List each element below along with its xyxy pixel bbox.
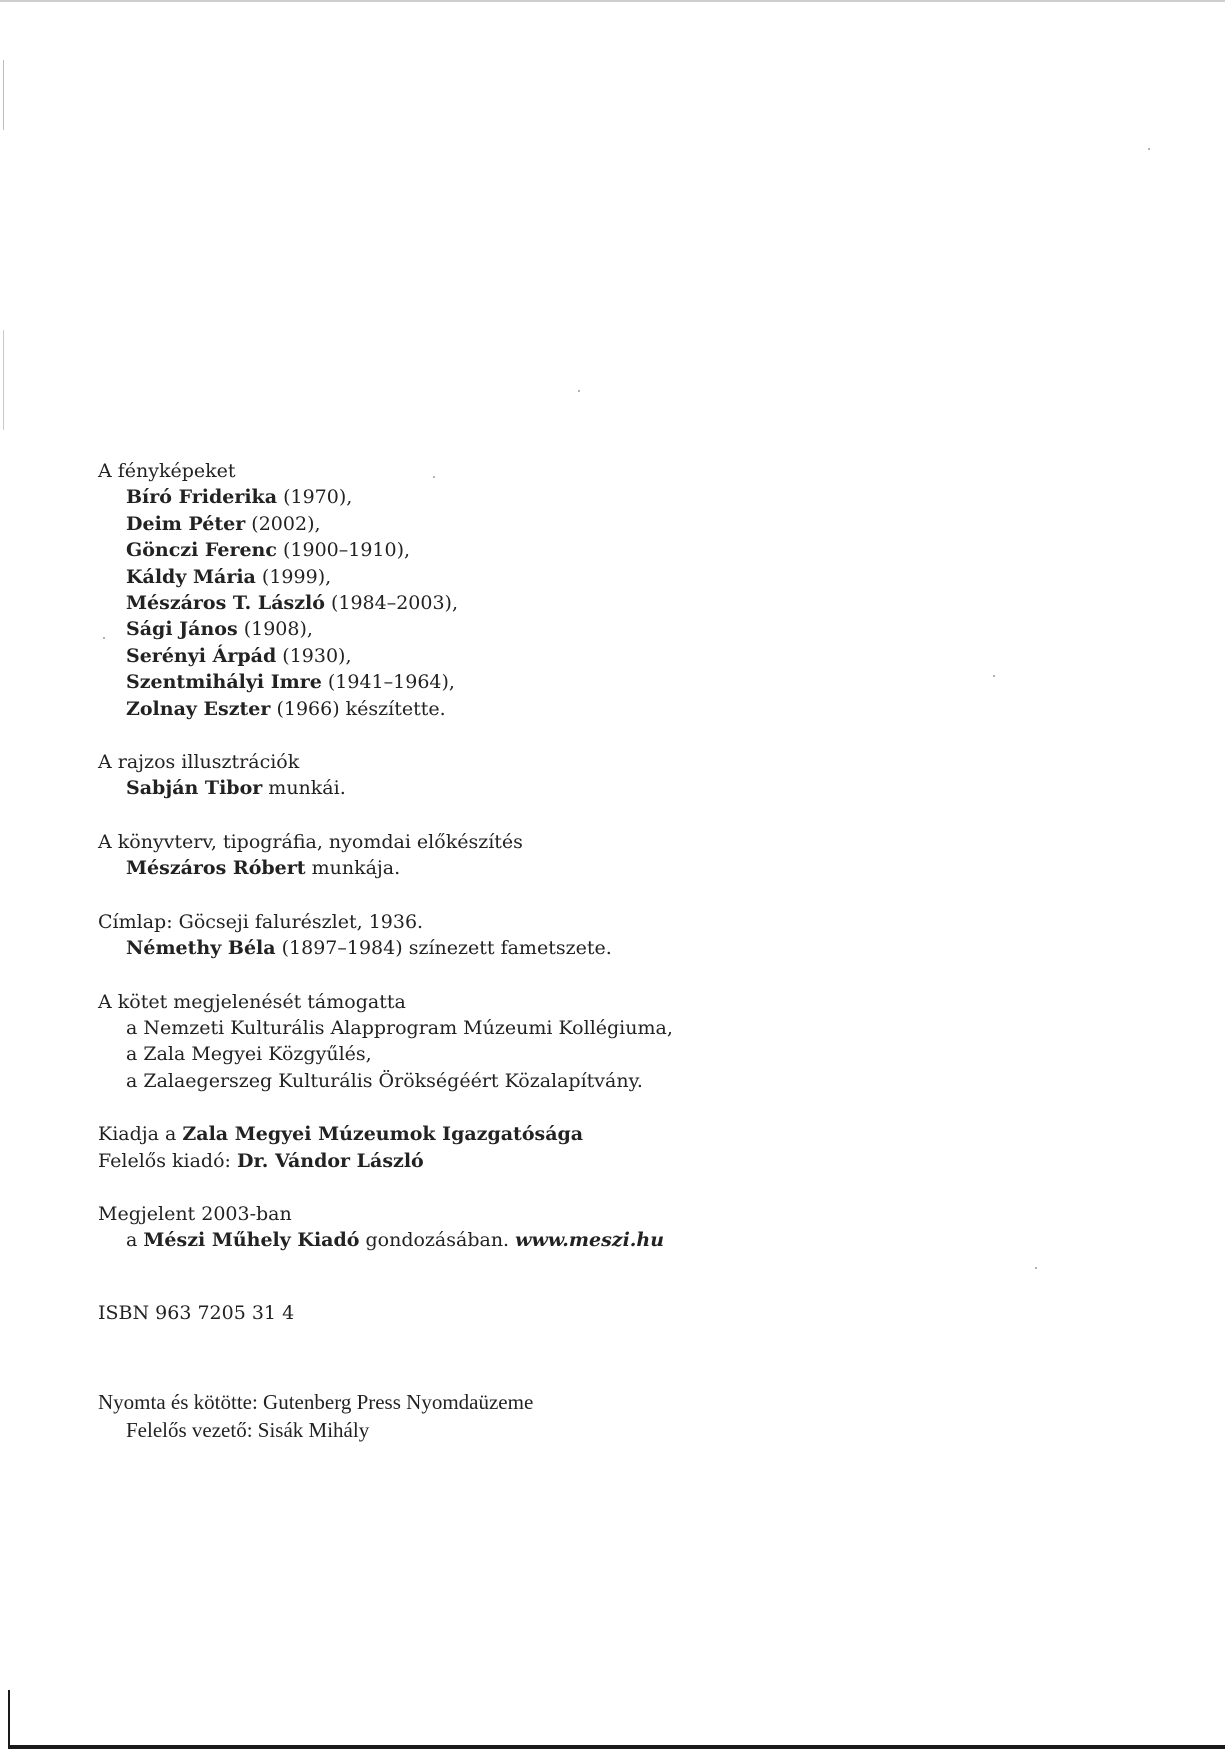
photographer-name: Zolnay Eszter <box>126 697 271 720</box>
photographer-years: (2002), <box>251 512 321 535</box>
colophon <box>98 458 1098 1444</box>
photographer-line <box>98 537 1098 563</box>
photo-credits <box>98 458 1098 722</box>
illustration-credits <box>98 749 1098 802</box>
publishing-house-name: Mészi Műhely Kiadó <box>143 1229 360 1252</box>
supporter-line: a Nemzeti Kulturális Alapprogram Múzeumi Kollégiuma, <box>126 1016 673 1039</box>
supporter-line: a Zala Megyei Közgyűlés, <box>126 1043 372 1066</box>
support-intro: A kötet megjelenését támogatta <box>98 990 406 1013</box>
photographer-name: Szentmihályi Imre <box>126 671 322 694</box>
designer-suffix: munkája. <box>305 857 401 880</box>
photographer-years: (1984–2003), <box>330 592 459 615</box>
illustration-intro: A rajzos illusztrációk <box>98 751 300 774</box>
publishing-house-middle: gondozásában. <box>359 1229 516 1252</box>
illustrator-line <box>98 775 1098 801</box>
photographer-line <box>98 484 1098 510</box>
publisher-line <box>98 1121 1098 1147</box>
photographer-name: Gönczi Ferenc <box>126 539 277 562</box>
supporter-line: a Zalaegerszeg Kulturális Örökségéért Közalapítvány. <box>126 1069 643 1092</box>
illustrator-suffix: munkái. <box>262 777 346 800</box>
publication-info <box>98 1201 1098 1254</box>
design-credits <box>98 829 1098 882</box>
photographer-line <box>98 511 1098 537</box>
printer-manager-line: Felelős vezető: Sisák Mihály <box>126 1418 370 1443</box>
photographer-years: (1900–1910), <box>282 539 411 562</box>
cover-artist-line <box>98 935 1098 961</box>
printer-line: Nyomta és kötötte: Gutenberg Press Nyomdaüzeme <box>98 1390 534 1415</box>
publishing-house-line <box>98 1227 1098 1253</box>
photographer-line <box>98 643 1098 669</box>
scan-edge-left <box>3 60 4 130</box>
cover-artist-name: Némethy Béla <box>126 937 276 960</box>
photographer-years: (1970), <box>283 486 353 509</box>
photographer-years: (1908), <box>243 618 313 641</box>
publisher-prefix: Kiadja a <box>98 1123 183 1146</box>
publishing-house-prefix: a <box>126 1229 144 1252</box>
publisher-website: www.meszi.hu <box>515 1229 665 1252</box>
cover-artist-suffix: (1897–1984) színezett fametszete. <box>275 937 612 960</box>
cover-title: Címlap: Göcseji falurészlet, 1936. <box>98 910 424 933</box>
scan-edge-top <box>0 0 1225 2</box>
photographer-name: Mészáros T. László <box>126 592 325 615</box>
photo-credits-intro: A fényképeket <box>98 460 236 482</box>
scan-speck <box>1148 148 1150 150</box>
responsible-publisher-label: Felelős kiadó: <box>98 1149 237 1172</box>
photographer-years: (1999), <box>261 565 332 588</box>
publisher-name: Zala Megyei Múzeumok Igazgatósága <box>182 1123 584 1146</box>
photographer-name: Sági János <box>126 618 238 641</box>
printer-info <box>98 1388 1098 1444</box>
cover-credits <box>98 909 1098 962</box>
photographer-name: Deim Péter <box>126 512 246 535</box>
photographer-years: (1966) készítette. <box>276 697 446 720</box>
photographer-years: (1941–1964), <box>327 671 455 694</box>
photographer-name: Bíró Friderika <box>126 486 278 509</box>
designer-name: Mészáros Róbert <box>126 857 306 880</box>
photographer-line <box>98 590 1098 616</box>
photographer-name: Káldy Mária <box>126 565 256 588</box>
photographer-years: (1930), <box>282 644 352 667</box>
responsible-publisher-name: Dr. Vándor László <box>236 1149 424 1172</box>
scan-speck <box>578 390 580 392</box>
support-credits <box>98 989 1098 1095</box>
photographer-name: Serényi Árpád <box>126 644 277 667</box>
photographer-line <box>98 616 1098 642</box>
responsible-publisher-line <box>98 1148 1098 1174</box>
scan-edge-bottom <box>8 1745 1225 1749</box>
scan-edge-bottom-left <box>8 1690 10 1748</box>
photographer-line <box>98 696 1098 722</box>
scan-edge-left-lower <box>3 330 4 430</box>
isbn: ISBN 963 7205 31 4 <box>98 1301 295 1324</box>
illustrator-name: Sabján Tibor <box>126 777 263 800</box>
photographer-line <box>98 669 1098 695</box>
designer-line <box>98 855 1098 881</box>
publication-date: Megjelent 2003-ban <box>98 1202 292 1225</box>
photographer-line <box>98 564 1098 590</box>
design-intro: A könyvterv, tipográfia, nyomdai előkészítés <box>98 830 523 853</box>
isbn-block <box>98 1300 1098 1326</box>
publisher-info <box>98 1121 1098 1174</box>
